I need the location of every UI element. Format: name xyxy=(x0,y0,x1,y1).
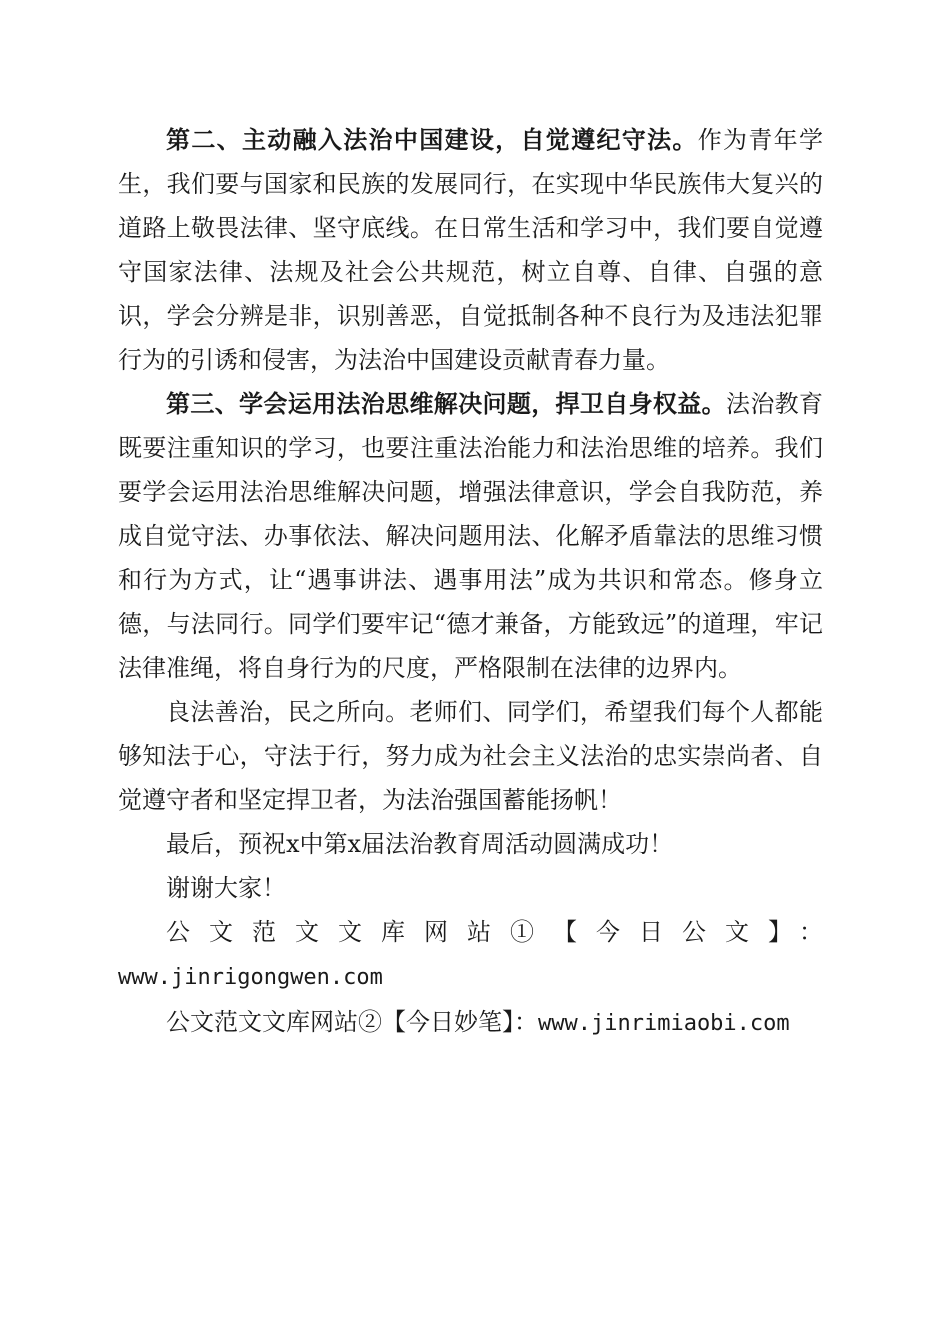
footer-site1-url[interactable] xyxy=(118,954,823,1000)
paragraph-thanks: 谢谢大家！ xyxy=(166,874,286,902)
paragraph-third-point xyxy=(118,382,823,690)
paragraph-body: 作为青年学生，我们要与国家和民族的发展同行，在实现中华民族伟大复兴的道路上敬畏法律、坚守底线。在日常生活和学习中，我们要自觉遵守国家法律、法规及社会公共规范，树立自尊、自律、自强的意识，学会分辨是非，识别善恶，自觉抵制各种不良行为及违法犯罪行为的引诱和侵害，为法治中国建设贡献青春力量。 xyxy=(118,126,823,374)
paragraph-lead: 第二、主动融入法治中国建设，自觉遵纪守法。 xyxy=(166,125,698,154)
site1-link[interactable]: www.jinrigongwen.com xyxy=(118,965,383,990)
paragraph-closing-hope: 良法善治，民之所向。老师们、同学们，希望我们每个人都能够知法于心，守法于行，努力成为社会主义法治的忠实崇尚者、自觉遵守者和坚定捍卫者，为法治强国蓄能扬帆！ xyxy=(118,698,823,814)
paragraph-best-wishes: 最后，预祝x中第x届法治教育周活动圆满成功！ xyxy=(166,830,674,858)
footer-site1-label: 公文范文文库网站①【今日公文】： xyxy=(166,918,823,946)
footer-site2 xyxy=(118,1000,823,1046)
site2-link[interactable]: www.jinrimiaobi.com xyxy=(538,1011,790,1036)
document-page xyxy=(118,118,823,1046)
paragraph-second-point xyxy=(118,118,823,382)
footer-site2-label: 公文范文文库网站②【今日妙笔】： xyxy=(166,1008,538,1036)
paragraph-body: 法治教育既要注重知识的学习，也要注重法治能力和法治思维的培养。我们要学会运用法治思维解决问题，增强法律意识，学会自我防范，养成自觉守法、办事依法、解决问题用法、化解矛盾靠法的思维习惯和行为方式，让“遇事讲法、遇事用法”成为共识和常态。修身立德，与法同行。同学们要牢记“德才兼备，方能致远”的道理，牢记法律准绳，将自身行为的尺度，严格限制在法律的边界内。 xyxy=(118,390,824,682)
paragraph-lead: 第三、学会运用法治思维解决问题，捍卫自身权益。 xyxy=(166,389,726,418)
